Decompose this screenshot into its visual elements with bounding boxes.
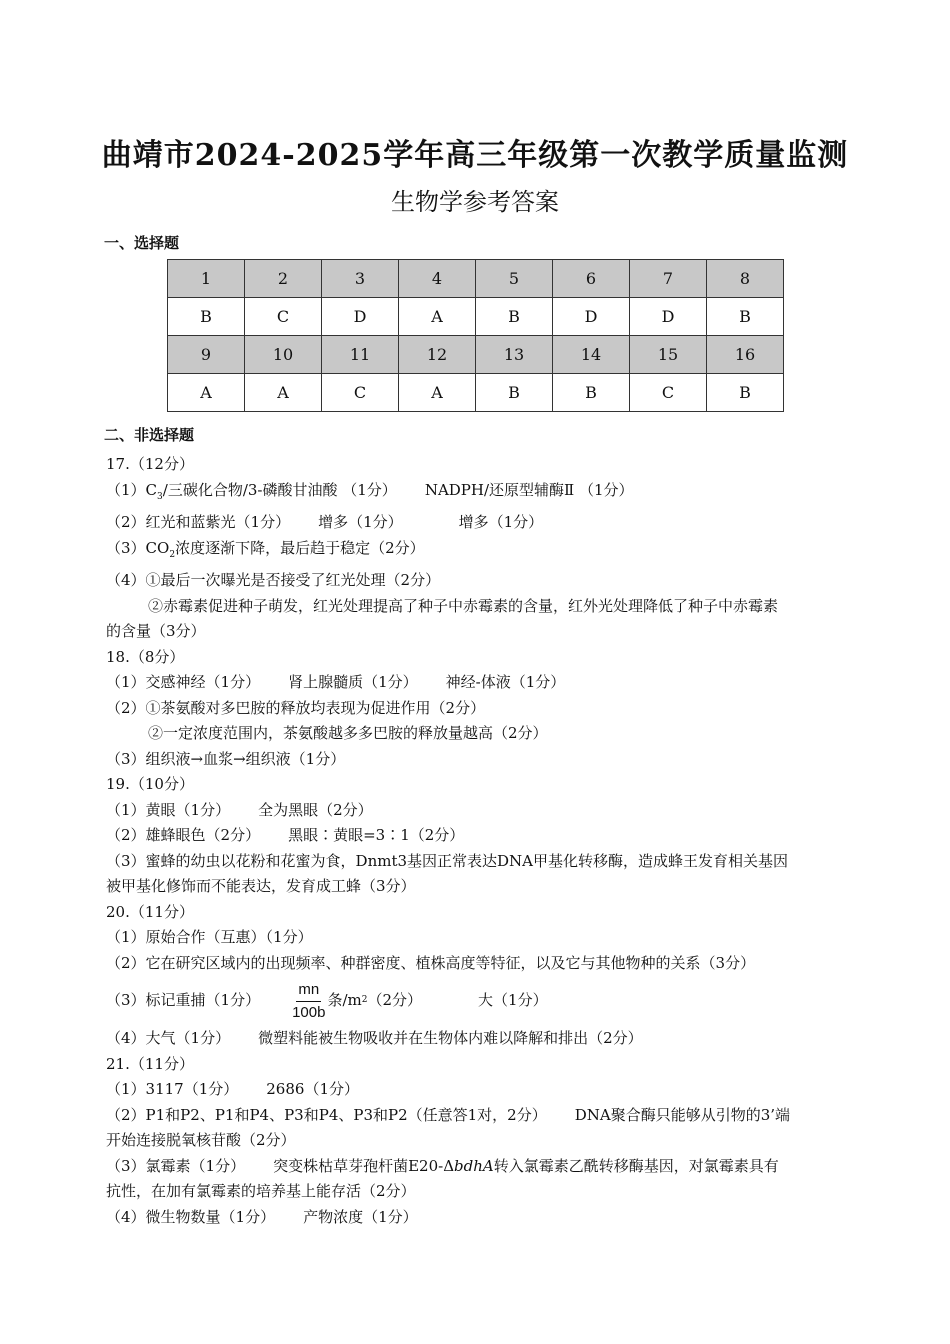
q19-part2: （2）雄蜂眼色（2分） 黑眼∶黄眼=3∶1（2分） [106,826,465,844]
q18-part1: （1）交感神经（1分） 肾上腺髓质（1分） 神经-体液（1分） [106,673,566,691]
q17-part1: $(1)C_3/$三碳化合物/3-磷酸甘油酸 （1分） NADPH/还原型辅酶Ⅱ （1分） [106,480,634,502]
section-heading-open: 二、非选择题 [104,426,195,444]
q17-part4-2: ②赤霉素促进种子萌发，红光处理提高了种子中赤霉素的含量，红外光处理降低了种子中赤霉素 [148,596,779,615]
question-number-cell: 15 [630,336,707,374]
answer-cell: B [476,374,553,412]
question-number-cell: 14 [553,336,630,374]
q17-part2: （2）红光和蓝紫光（1分） 增多（1分） 增多（1分） [106,513,544,531]
fraction: $\frac{mn}{100b}$ [292,980,326,1021]
question-number-cell: 13 [476,336,553,374]
q18-part2-2: ②一定浓度范围内，茶氨酸越多多巴胺的释放量越高（2分） [148,724,548,742]
question-number-cell: 2 [245,260,322,298]
answer-row [168,298,784,336]
answer-cell: B [168,298,245,336]
answer-cell: B [707,374,784,412]
page-subtitle: 生物学参考答案 [391,188,559,216]
q17-part4: （4）①最后一次曝光是否接受了红光处理（2分） [106,571,441,589]
q18-part2: （2）①茶氨酸对多巴胺的释放均表现为促进作用（2分） [106,698,486,717]
answer-cell: C [322,374,399,412]
question-number-row [168,336,784,374]
question-number-cell: 7 [630,260,707,298]
q21-part2: （2）P1和P2、P1和P4、P3和P4、P3和P2（任意答1对，2分） DNA聚合酶只能够从引物的3’端 [106,1105,791,1124]
page-title: 曲靖市2024-2025学年高三年级第一次教学质量监测 [101,138,849,173]
answer-cell: C [245,298,322,336]
q17-heading: 17.（12分） [106,455,194,473]
answer-cell: C [630,374,707,412]
q19-part3-cont: 被甲基化修饰而不能表达，发育成工蜂（3分） [106,877,416,895]
answer-table [167,259,784,412]
q17-part4-2-cont: 的含量（3分） [106,622,206,640]
q19-heading: 19.（10分） [106,775,194,793]
question-number-cell: 6 [553,260,630,298]
q21-part3: （3）氯霉素（1分） 突变株枯草芽孢杆菌E20-ΔbdhA转入氯霉素乙酰转移酶基因，对氯霉素具有 [106,1156,779,1175]
q18-part3: （3）组织液→血浆→组织液（1分） [106,749,346,768]
q21-part1: （1）3117（1分） 2686（1分） [106,1080,359,1098]
q20-heading: 20.（11分） [106,902,194,921]
question-number-cell: 16 [707,336,784,374]
answer-cell: A [399,298,476,336]
q20-part2: （2）它在研究区域内的出现频率、种群密度、植株高度等特征，以及它与其他物种的关系（3分） [106,953,756,972]
answer-cell: A [168,374,245,412]
q19-part3: （3）蜜蜂的幼虫以花粉和花蜜为食，Dnmt3基因正常表达DNA甲基化转移酶，造成蜂王发育相关基因 [106,851,789,870]
q21-part2-cont: 开始连接脱氧核苷酸（2分） [106,1131,296,1149]
q20-part1: （1）原始合作（互惠）（1分） [106,928,313,946]
answer-cell: D [630,298,707,336]
question-number-row [168,260,784,298]
answer-cell: B [553,374,630,412]
question-number-cell: 5 [476,260,553,298]
question-number-cell: 11 [322,336,399,374]
q17-part3: $(3)CO_2$浓度逐渐下降，最后趋于稳定（2分） [106,538,425,560]
answers-content [106,452,848,1230]
question-number-cell: 4 [399,260,476,298]
q21-part4: （4）微生物数量（1分） 产物浓度（1分） [106,1207,418,1226]
q20-part3: （3）标记重捕（1分） $\frac{mn}{100b}$ 条/m 2 （2分） 大（1分） [106,976,848,1026]
answer-cell: B [476,298,553,336]
answer-cell: A [245,374,322,412]
q18-heading: 18.（8分） [106,647,185,666]
question-number-cell: 10 [245,336,322,374]
answer-cell: D [322,298,399,336]
answer-cell: A [399,374,476,412]
question-number-cell: 9 [168,336,245,374]
section-heading-choice: 一、选择题 [104,234,180,252]
question-number-cell: 1 [168,260,245,298]
answer-row [168,374,784,412]
q21-heading: 21.（11分） [106,1054,194,1073]
answer-cell: B [707,298,784,336]
q21-part3-cont: 抗性，在加有氯霉素的培养基上能存活（2分） [106,1182,416,1200]
question-number-cell: 3 [322,260,399,298]
answer-cell: D [553,298,630,336]
q19-part1: （1）黄眼（1分） 全为黑眼（2分） [106,800,373,819]
question-number-cell: 8 [707,260,784,298]
question-number-cell: 12 [399,336,476,374]
q20-part4: （4）大气（1分） 微塑料能被生物吸收并在生物体内难以降解和排出（2分） [106,1029,643,1047]
